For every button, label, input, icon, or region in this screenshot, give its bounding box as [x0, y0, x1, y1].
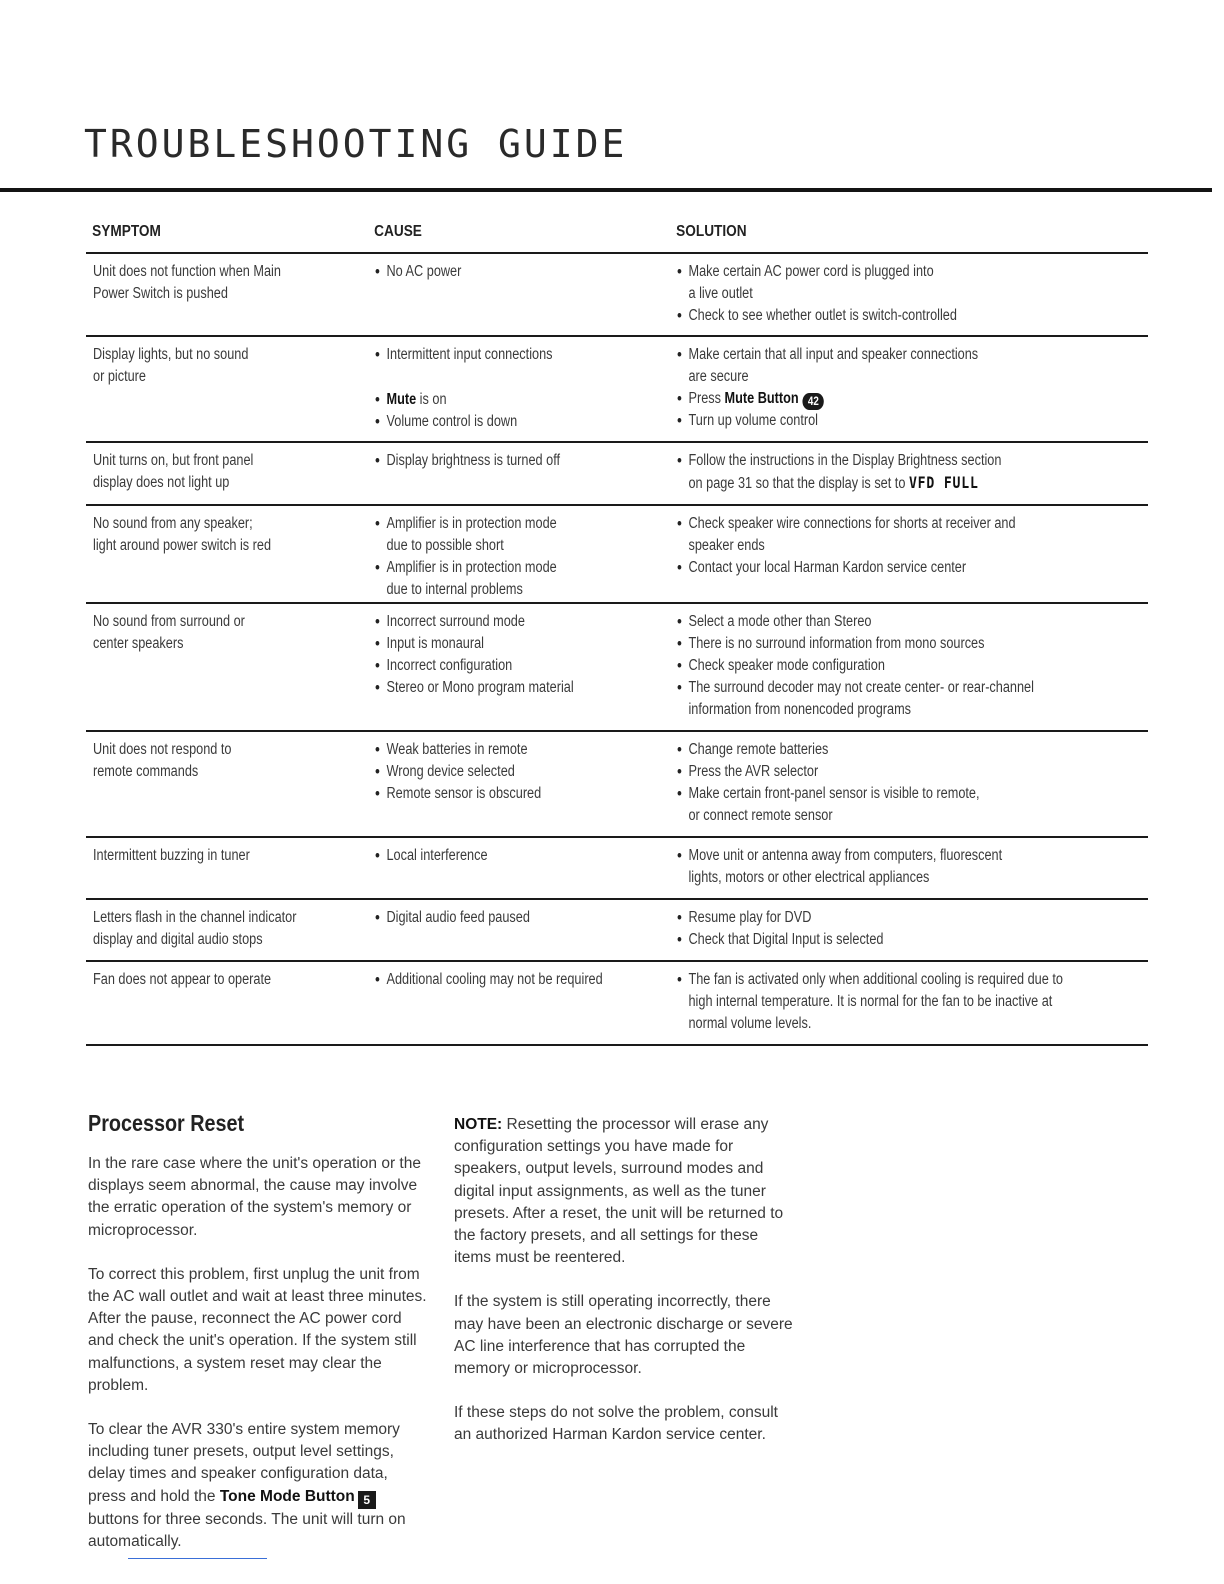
cause-item: • Additional cooling may not be required [375, 969, 617, 991]
solution-item-cont: normal volume levels. [688, 1015, 812, 1032]
solution-cell [670, 513, 1148, 602]
cause-item: • Wrong device selected [375, 761, 617, 783]
table-row [86, 900, 1148, 962]
table-row [86, 254, 1148, 337]
symptom-line: No sound from any speaker; [93, 515, 253, 532]
troubleshooting-table [86, 218, 1148, 1046]
table-row [86, 838, 1148, 900]
table-row [86, 732, 1148, 838]
symptom-cell [86, 739, 368, 836]
solution-item [677, 388, 1063, 410]
cause-cell [368, 739, 670, 836]
symptom-line: Power Switch is pushed [93, 285, 228, 302]
solution-cell [670, 450, 1148, 504]
cause-cell [368, 969, 670, 1044]
solution-item: • Check that Digital Input is selected [677, 929, 1063, 951]
cause-item: • Incorrect configuration [375, 655, 617, 677]
solution-cell [670, 611, 1148, 730]
solution-item: • Contact your local Harman Kardon service center [677, 557, 1063, 579]
table-row [86, 962, 1148, 1046]
table-row [86, 337, 1148, 443]
symptom-line: Display lights, but no sound [93, 346, 249, 363]
solution-item-cont: or connect remote sensor [688, 807, 833, 824]
symptom-cell [86, 261, 368, 335]
symptom-line: display does not light up [93, 474, 230, 491]
cause-item: • Remote sensor is obscured [375, 783, 617, 805]
symptom-line: Unit turns on, but front panel [93, 452, 254, 469]
cause-cell [368, 513, 670, 602]
cause-item: • Incorrect surround mode [375, 611, 617, 633]
solution-item-cont: lights, motors or other electrical appliances [688, 869, 930, 886]
solution-cell [670, 907, 1148, 960]
symptom-line: or picture [93, 368, 146, 385]
mute-button-label: Mute Button [724, 390, 799, 407]
solution-item-cont: are secure [688, 368, 749, 385]
note-paragraph [454, 1114, 794, 1269]
reset-paragraph: To correct this problem, first unplug the unit from the AC wall outlet and wait at least three minutes. After the pause, reconnect the AC power cord and check the unit's operation. If the system still malfunctions, a system reset may clear the problem. [88, 1265, 427, 1394]
symptom-cell [86, 344, 368, 441]
processor-reset-column-left [88, 1110, 428, 1575]
symptom-line: Letters flash in the channel indicator [93, 909, 297, 926]
cause-item: • Weak batteries in remote [375, 739, 617, 761]
solution-item: • Follow the instructions in the Display Brightness section [677, 450, 1063, 472]
cause-cell [368, 611, 670, 730]
solution-cell [670, 969, 1148, 1044]
solution-item-cont: a live outlet [688, 285, 753, 302]
title-rule [0, 188, 1212, 192]
solution-text: Press [688, 390, 721, 407]
cause-cell [368, 261, 670, 335]
solution-item: • Move unit or antenna away from computers, fluorescent [677, 845, 1063, 867]
note-label: NOTE: [454, 1116, 503, 1133]
symptom-line: Fan does not appear to operate [93, 971, 272, 988]
solution-item: • Make certain AC power cord is plugged into [677, 261, 1063, 283]
symptom-line: Intermittent buzzing in tuner [93, 847, 250, 864]
cause-cell [368, 450, 670, 504]
solution-item-cont: high internal temperature. It is normal for the fan to be inactive at [688, 993, 1053, 1010]
header-cause: CAUSE [374, 223, 422, 240]
reset-paragraph: If these steps do not solve the problem, consult an authorized Harman Kardon service center. [454, 1404, 778, 1444]
symptom-line: display and digital audio stops [93, 931, 263, 948]
solution-cell [670, 845, 1148, 898]
page-title: TROUBLESHOOTING GUIDE [84, 122, 628, 166]
cause-item: • Amplifier is in protection mode [375, 557, 617, 579]
button-5-badge: 5 [358, 1491, 376, 1509]
cause-item: • Input is monaural [375, 633, 617, 655]
symptom-cell [86, 450, 368, 504]
cause-item: • No AC power [375, 261, 617, 283]
solution-item: • The surround decoder may not create center- or rear-channel [677, 677, 1063, 699]
cause-item: • Stereo or Mono program material [375, 677, 617, 699]
solution-item: • Check to see whether outlet is switch-controlled [677, 305, 1063, 327]
solution-item: • Turn up volume control [677, 410, 1063, 432]
solution-cell [670, 261, 1148, 335]
symptom-cell [86, 845, 368, 898]
solution-item: • Resume play for DVD [677, 907, 1063, 929]
cause-item: • Display brightness is turned off [375, 450, 617, 472]
cause-cell [368, 845, 670, 898]
header-solution: SOLUTION [676, 223, 747, 240]
solution-item: • Make certain that all input and speaker connections [677, 344, 1063, 366]
symptom-line: center speakers [93, 635, 184, 652]
solution-item: • Press the AVR selector [677, 761, 1063, 783]
note-text: Resetting the processor will erase any configuration settings you have made for speakers, output levels, surround modes and digital input assignments, as well as the tuner presets. After a reset, the unit will be returned to the factory presets, and all settings for these items must be reentered. [454, 1116, 784, 1267]
cause-item: • Amplifier is in protection mode [375, 513, 617, 535]
solution-item: • The fan is activated only when additional cooling is required due to [677, 969, 1063, 991]
reset-text: To clear the AVR 330's entire system memory including tuner presets, output level settings, delay times and speaker configuration data, press and hold the [88, 1421, 400, 1505]
cause-item-cont: due to internal problems [386, 581, 523, 598]
button-42-badge: 42 [803, 393, 824, 410]
solution-item: • Make certain front-panel sensor is visible to remote, [677, 783, 1063, 805]
cause-cell [368, 344, 670, 441]
solution-item-cont [677, 472, 1063, 495]
solution-item: • Check speaker wire connections for shorts at receiver and [677, 513, 1063, 535]
symptom-line: Unit does not respond to [93, 741, 232, 758]
table-row [86, 506, 1148, 604]
solution-item: • Check speaker mode configuration [677, 655, 1063, 677]
solution-item: • Select a mode other than Stereo [677, 611, 1063, 633]
reset-paragraph: If the system is still operating incorrectly, there may have been an electronic discharge or severe AC line interference that has corrupted the memory or microprocessor. [454, 1293, 793, 1378]
table-row [86, 604, 1148, 732]
vfd-full-display-text: VFD FULL [908, 473, 979, 492]
cause-text: is on [419, 391, 447, 408]
symptom-cell [86, 907, 368, 960]
bottom-link-underline [128, 1558, 267, 1559]
tone-mode-button-label: Tone Mode Button [219, 1487, 355, 1505]
solution-cell [670, 344, 1148, 441]
processor-reset-column-right [454, 1114, 794, 1469]
solution-item-cont: speaker ends [688, 537, 765, 554]
symptom-line: remote commands [93, 763, 199, 780]
mute-label: Mute [386, 391, 417, 408]
symptom-line: Unit does not function when Main [93, 263, 281, 280]
processor-reset-heading: Processor Reset [88, 1110, 245, 1136]
symptom-line: No sound from surround or [93, 613, 245, 630]
solution-text: on page 31 so that the display is set to [688, 475, 906, 492]
cause-item [375, 389, 617, 411]
cause-item: • Local interference [375, 845, 617, 867]
symptom-line: light around power switch is red [93, 537, 272, 554]
cause-item-cont: due to possible short [386, 537, 504, 554]
reset-paragraph [88, 1419, 428, 1553]
table-header [86, 218, 1148, 254]
symptom-cell [86, 969, 368, 1044]
reset-paragraph: In the rare case where the unit's operation or the displays seem abnormal, the cause may involve the erratic operation of the system's memory or microprocessor. [88, 1155, 421, 1239]
solution-item: • There is no surround information from mono sources [677, 633, 1063, 655]
table-row [86, 443, 1148, 506]
reset-text: buttons for three seconds. The unit will turn on automatically. [88, 1510, 406, 1550]
solution-item: • Change remote batteries [677, 739, 1063, 761]
cause-item: • Intermittent input connections [375, 344, 617, 366]
solution-cell [670, 739, 1148, 836]
cause-item: • Digital audio feed paused [375, 907, 617, 929]
cause-cell [368, 907, 670, 960]
spacer [375, 366, 670, 389]
symptom-cell [86, 513, 368, 602]
symptom-cell [86, 611, 368, 730]
cause-item: • Volume control is down [375, 411, 617, 433]
header-symptom: SYMPTOM [92, 223, 161, 240]
solution-item-cont: information from nonencoded programs [688, 701, 912, 718]
